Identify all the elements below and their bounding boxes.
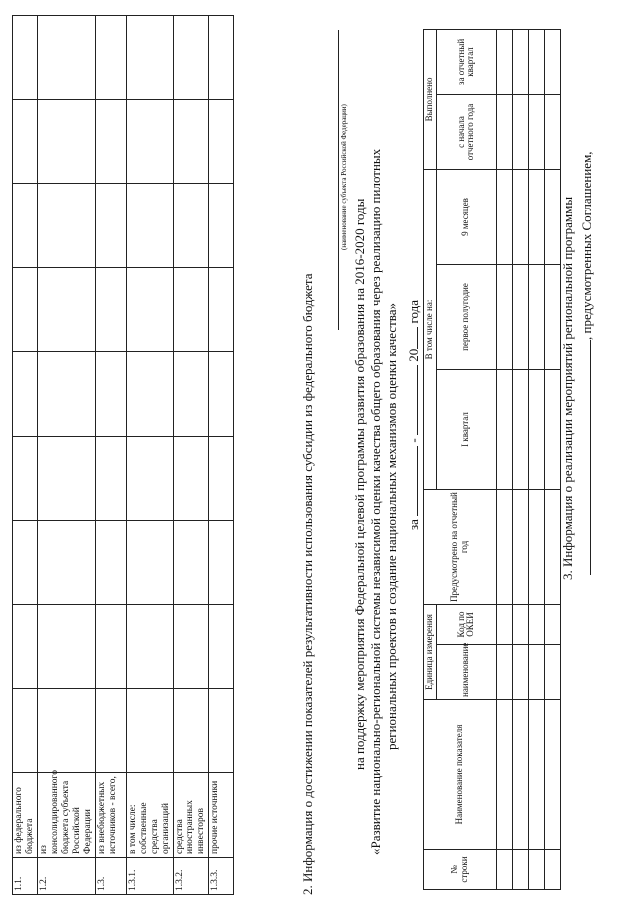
empty-cell bbox=[528, 850, 544, 890]
empty-cell bbox=[496, 645, 512, 700]
table-row bbox=[13, 16, 38, 895]
period-year: 20 bbox=[406, 348, 421, 362]
empty-cell bbox=[512, 700, 528, 850]
empty-cell bbox=[126, 16, 173, 100]
empty-cell bbox=[37, 520, 95, 604]
empty-cell bbox=[209, 352, 234, 436]
empty-cell bbox=[173, 604, 209, 688]
funding-sources-table bbox=[12, 15, 234, 895]
period-blank-1 bbox=[405, 446, 418, 516]
empty-cell bbox=[496, 369, 512, 489]
empty-cell bbox=[13, 688, 38, 772]
empty-cell bbox=[528, 369, 544, 489]
program-line-1: на поддержку мероприятия Федеральной целевой программы развития образования на 2016-2020 годы bbox=[352, 198, 367, 770]
empty-cell bbox=[209, 100, 234, 184]
empty-cell bbox=[209, 604, 234, 688]
row-number: 1.3.1. bbox=[126, 858, 173, 895]
empty-cell bbox=[209, 688, 234, 772]
period-dash: - bbox=[406, 438, 421, 443]
empty-cell bbox=[496, 169, 512, 264]
empty-cell bbox=[95, 352, 126, 436]
header-reporting-q: за отчетный квартал bbox=[436, 29, 496, 94]
empty-cell bbox=[126, 520, 173, 604]
row-number: 1.3. bbox=[95, 858, 126, 895]
row-number: 1.1. bbox=[13, 858, 38, 895]
empty-cell bbox=[126, 436, 173, 520]
header-done-group: Выполнено bbox=[424, 29, 437, 169]
empty-cell bbox=[512, 94, 528, 169]
empty-cell bbox=[544, 94, 560, 169]
empty-cell bbox=[95, 436, 126, 520]
table-row bbox=[496, 29, 512, 889]
table-row bbox=[37, 16, 95, 895]
empty-cell bbox=[13, 520, 38, 604]
row-number: 1.3.3. bbox=[209, 858, 234, 895]
empty-cell bbox=[37, 352, 95, 436]
empty-cell bbox=[173, 436, 209, 520]
section-2-title: 2. Информация о достижении показателей результативности использования субсидии из федерального бюджета bbox=[300, 273, 315, 895]
empty-cell bbox=[544, 645, 560, 700]
empty-cell bbox=[528, 489, 544, 604]
empty-cell bbox=[512, 169, 528, 264]
empty-cell bbox=[173, 520, 209, 604]
empty-cell bbox=[95, 16, 126, 100]
empty-cell bbox=[37, 604, 95, 688]
empty-cell bbox=[528, 169, 544, 264]
empty-cell bbox=[13, 16, 38, 100]
empty-cell bbox=[37, 688, 95, 772]
empty-cell bbox=[95, 604, 126, 688]
header-including: В том числе на: bbox=[424, 169, 437, 489]
empty-cell bbox=[126, 604, 173, 688]
empty-cell bbox=[496, 604, 512, 644]
empty-cell bbox=[95, 520, 126, 604]
empty-cell bbox=[37, 100, 95, 184]
empty-cell bbox=[512, 489, 528, 604]
table-row bbox=[209, 16, 234, 895]
empty-cell bbox=[528, 604, 544, 644]
row-number: 1.3.2. bbox=[173, 858, 209, 895]
empty-cell bbox=[512, 264, 528, 369]
empty-cell bbox=[95, 184, 126, 268]
period-year-blank bbox=[405, 327, 418, 349]
empty-cell bbox=[37, 436, 95, 520]
empty-cell bbox=[95, 688, 126, 772]
header-indicator: Наименование показателя bbox=[424, 700, 497, 850]
empty-cell bbox=[13, 436, 38, 520]
header-planned: Предусмотрено на отчетный год bbox=[424, 489, 497, 604]
program-line-2: «Развитие национально-региональной системы независимой оценки качества общего образования через реализацию пилотных bbox=[368, 148, 383, 855]
table-row bbox=[126, 16, 173, 895]
empty-cell bbox=[13, 604, 38, 688]
empty-cell bbox=[126, 352, 173, 436]
subject-name-caption: (наименование субъекта Российской Федерации) bbox=[340, 104, 348, 250]
empty-cell bbox=[209, 268, 234, 352]
header-nine: 9 месяцев bbox=[436, 169, 496, 264]
section-3-line-2 bbox=[578, 151, 595, 575]
empty-cell bbox=[209, 184, 234, 268]
empty-cell bbox=[496, 264, 512, 369]
empty-cell bbox=[512, 645, 528, 700]
empty-cell bbox=[173, 268, 209, 352]
empty-cell bbox=[95, 268, 126, 352]
empty-cell bbox=[544, 604, 560, 644]
empty-cell bbox=[528, 29, 544, 94]
header-row-no: № строки bbox=[424, 850, 497, 890]
empty-cell bbox=[544, 169, 560, 264]
empty-cell bbox=[528, 645, 544, 700]
empty-cell bbox=[544, 369, 560, 489]
empty-cell bbox=[544, 700, 560, 850]
empty-cell bbox=[512, 369, 528, 489]
header-unit-name: наименование bbox=[436, 645, 496, 700]
indicators-table bbox=[423, 29, 561, 890]
empty-cell bbox=[528, 94, 544, 169]
empty-cell bbox=[528, 700, 544, 850]
reporting-period bbox=[405, 300, 422, 530]
subject-name-line bbox=[338, 30, 339, 330]
empty-cell bbox=[512, 604, 528, 644]
row-label: средства иностранных инвесторов bbox=[173, 773, 209, 858]
empty-cell bbox=[173, 16, 209, 100]
empty-cell bbox=[126, 184, 173, 268]
empty-cell bbox=[209, 436, 234, 520]
program-name-blank bbox=[578, 340, 591, 575]
empty-cell bbox=[496, 700, 512, 850]
empty-cell bbox=[37, 16, 95, 100]
row-number: 1.2. bbox=[37, 858, 95, 895]
empty-cell bbox=[528, 264, 544, 369]
empty-cell bbox=[126, 688, 173, 772]
section-3-title: 3. Информация о реализации мероприятий региональной программы bbox=[560, 196, 575, 580]
section-3-line-2-text: , предусмотренных Соглашением, bbox=[579, 151, 594, 340]
period-prefix: за bbox=[406, 519, 421, 530]
table-row bbox=[528, 29, 544, 889]
period-suffix: года bbox=[406, 299, 421, 324]
empty-cell bbox=[13, 268, 38, 352]
row-label: прочие источники bbox=[209, 773, 234, 858]
empty-cell bbox=[209, 520, 234, 604]
program-line-3: региональных проектов и создание национальных механизмов оценки качества» bbox=[384, 302, 399, 750]
empty-cell bbox=[209, 16, 234, 100]
empty-cell bbox=[95, 100, 126, 184]
empty-cell bbox=[496, 850, 512, 890]
empty-cell bbox=[173, 184, 209, 268]
empty-cell bbox=[126, 268, 173, 352]
table-row bbox=[173, 16, 209, 895]
empty-cell bbox=[173, 100, 209, 184]
header-since-start: с начала отчетного года bbox=[436, 94, 496, 169]
empty-cell bbox=[544, 489, 560, 604]
empty-cell bbox=[13, 100, 38, 184]
empty-cell bbox=[37, 184, 95, 268]
table-row bbox=[95, 16, 126, 895]
empty-cell bbox=[544, 264, 560, 369]
empty-cell bbox=[496, 94, 512, 169]
row-label: из внебюджетных источников - всего, bbox=[95, 773, 126, 858]
empty-cell bbox=[173, 352, 209, 436]
empty-cell bbox=[37, 268, 95, 352]
table-row bbox=[512, 29, 528, 889]
header-q1: I квартал bbox=[436, 369, 496, 489]
empty-cell bbox=[512, 850, 528, 890]
row-label: из федерального бюджета bbox=[13, 773, 38, 858]
table-row bbox=[544, 29, 560, 889]
empty-cell bbox=[13, 184, 38, 268]
row-label: из консолидированного бюджета субъекта Российской Федерации bbox=[37, 773, 95, 858]
header-okei: Код по ОКЕИ bbox=[436, 604, 496, 644]
empty-cell bbox=[512, 29, 528, 94]
empty-cell bbox=[173, 688, 209, 772]
header-half: первое полугодие bbox=[436, 264, 496, 369]
period-blank-2 bbox=[405, 365, 418, 435]
empty-cell bbox=[544, 29, 560, 94]
header-unit-group: Единица измерения bbox=[424, 604, 437, 699]
empty-cell bbox=[13, 352, 38, 436]
row-label: в том числе: собственные средства организаций bbox=[126, 773, 173, 858]
empty-cell bbox=[496, 489, 512, 604]
empty-cell bbox=[126, 100, 173, 184]
empty-cell bbox=[496, 29, 512, 94]
empty-cell bbox=[544, 850, 560, 890]
